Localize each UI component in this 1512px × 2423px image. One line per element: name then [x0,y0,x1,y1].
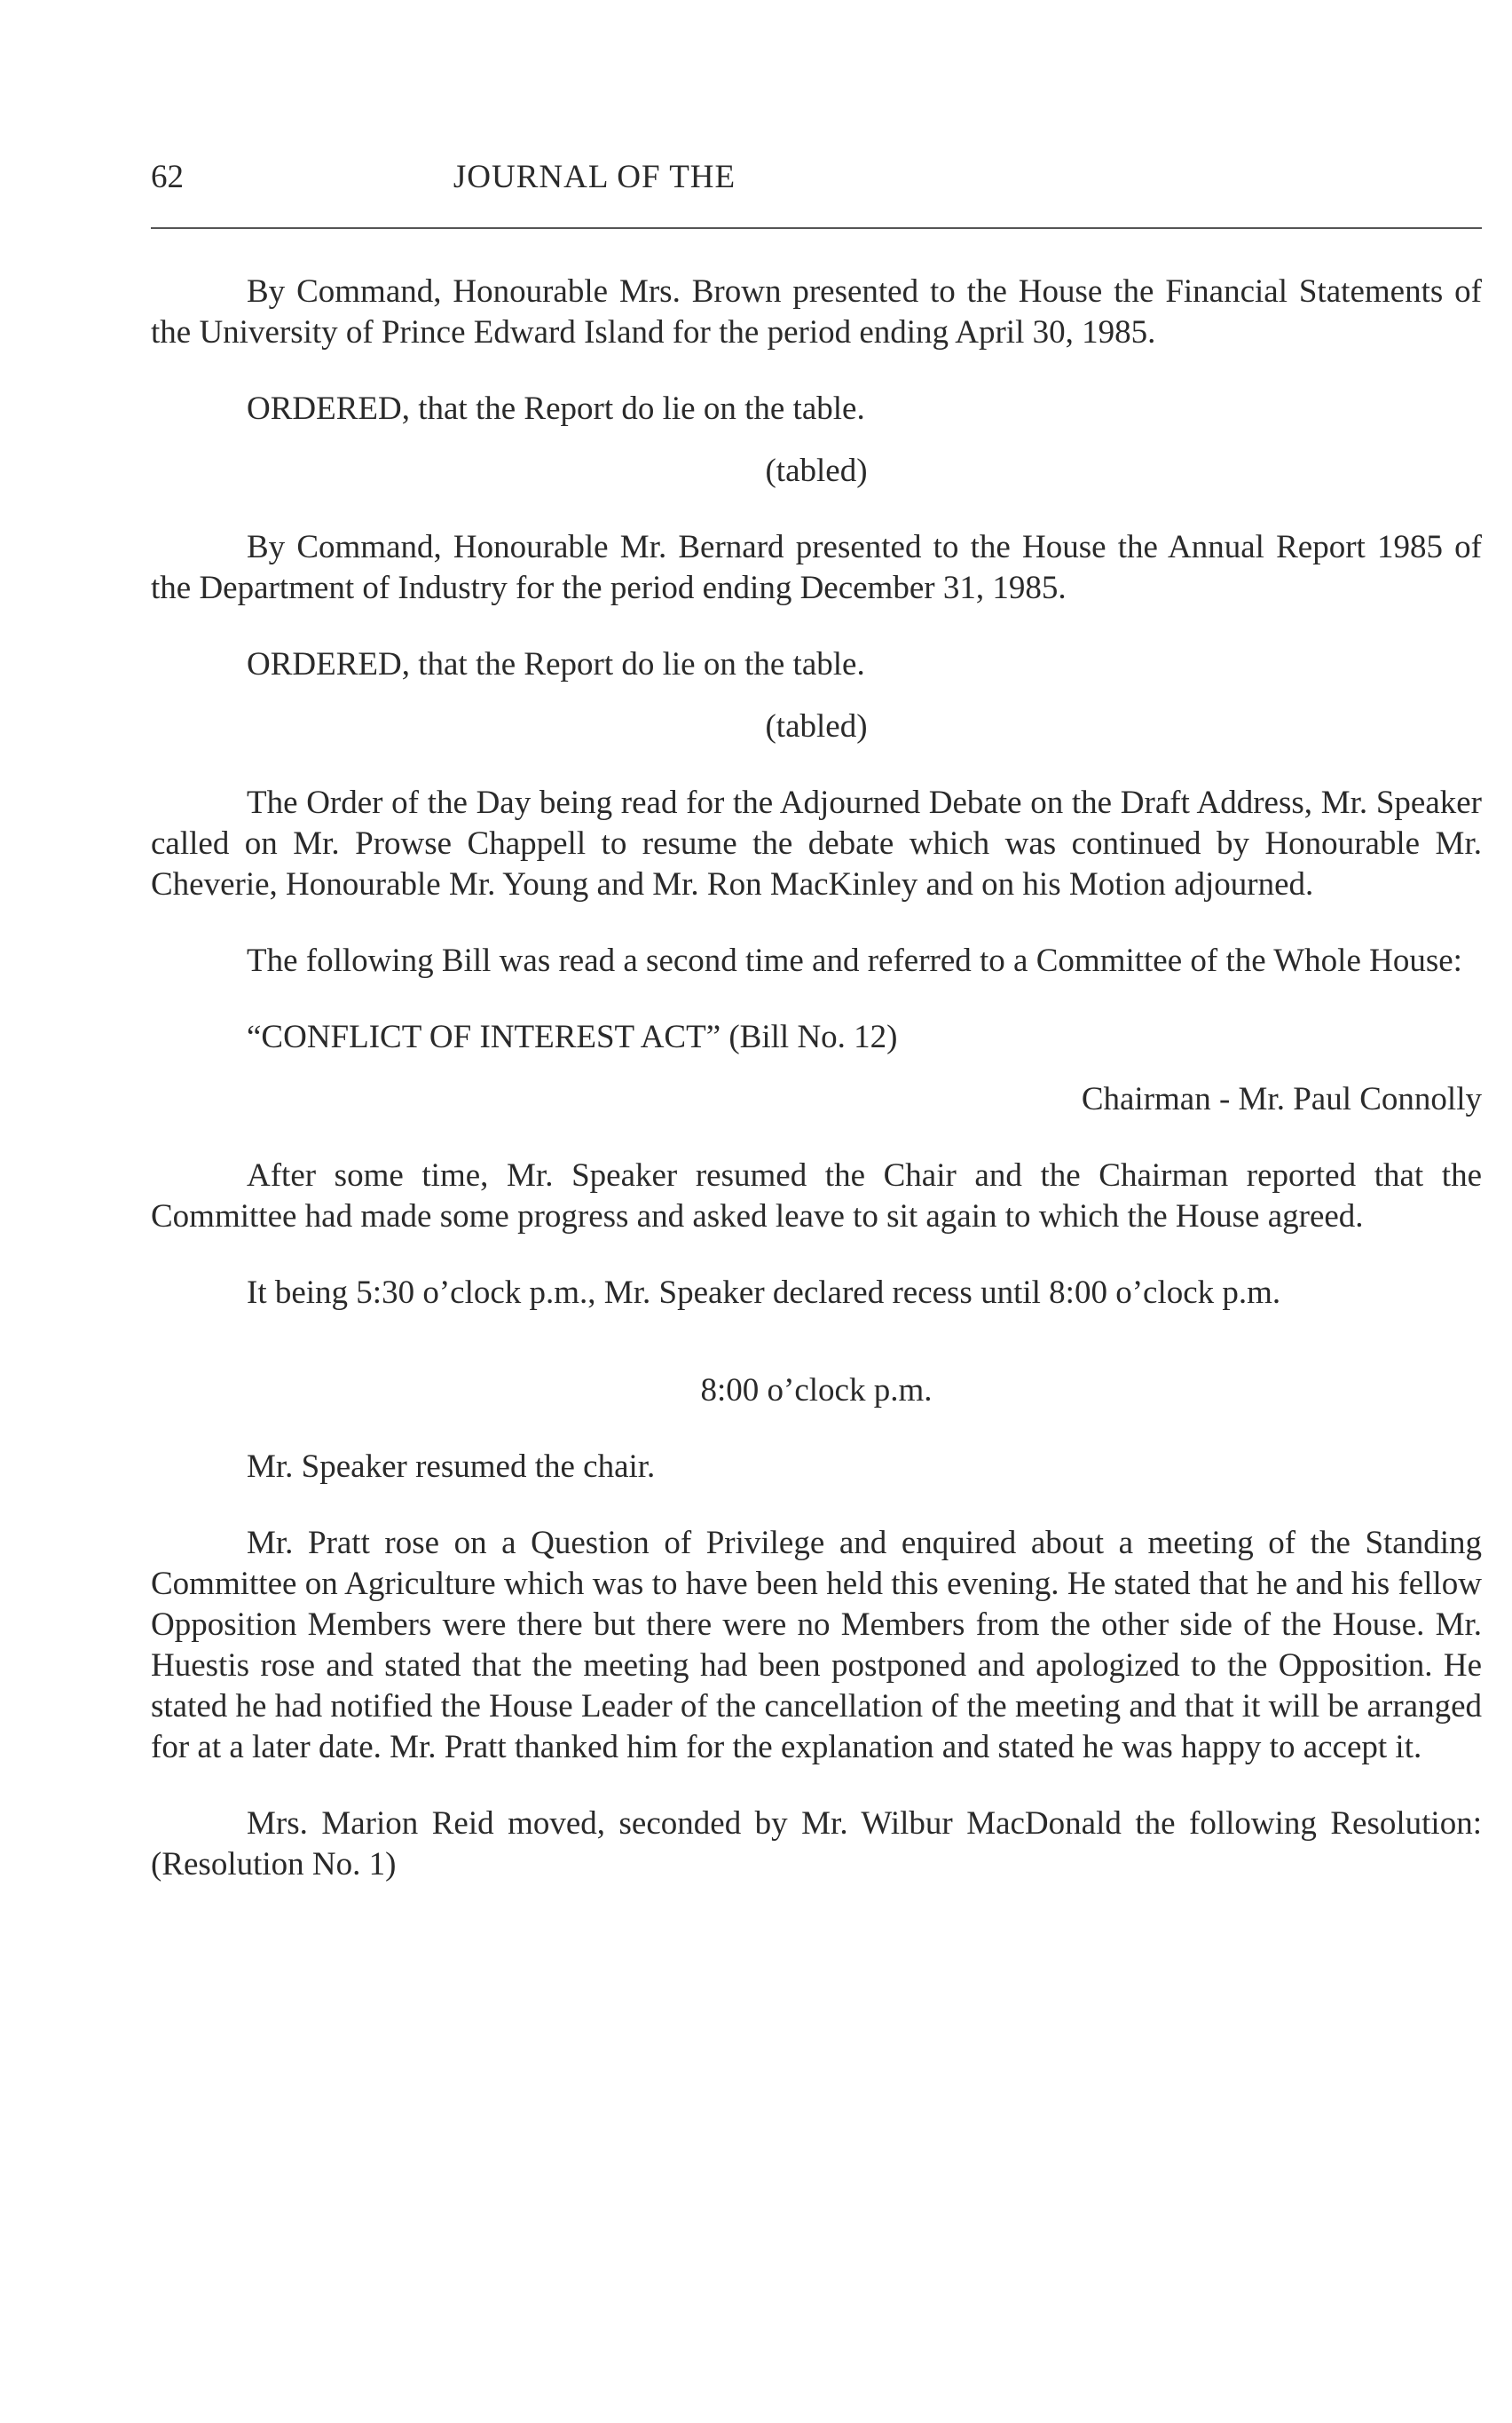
tabled-note: (tabled) [765,453,868,489]
page-number: 62 [151,159,184,195]
paragraph-annual-report: By Command, Honourable Mr. Bernard presented to the House the Annual Report 1985 of the Department of Industry for the period ending December 31, 1985. [151,529,1482,606]
page-header [151,156,1482,199]
bill-title: “CONFLICT OF INTEREST ACT” (Bill No. 12) [247,1019,898,1055]
paragraph-financial-statements: By Command, Honourable Mrs. Brown presented to the House the Financial Statements of the University of Prince Edward Island for the period ending April 30, 1985. [151,273,1482,351]
ordered-line: ORDERED, that the Report do lie on the table. [247,391,865,427]
tabled-note: (tabled) [765,708,868,745]
ordered-line: ORDERED, that the Report do lie on the table. [247,646,865,683]
paragraph-committee-progress: After some time, Mr. Speaker resumed the Chair and the Chairman reported that the Committee had made some progress and asked leave to sit again to which the House agreed. [151,1157,1482,1235]
recess-line: It being 5:30 o’clock p.m., Mr. Speaker declared recess until 8:00 o’clock p.m. [247,1275,1281,1311]
paragraph-resolution-motion: Mrs. Marion Reid moved, seconded by Mr. Wilbur MacDonald the following Resolution: (Resolution No. 1) [151,1805,1482,1882]
paragraph-question-of-privilege: Mr. Pratt rose on a Question of Privilege and enquired about a meeting of the Standing Committee on Agriculture which was to have been held this evening. He stated that he and his fellow Opposition Members were there but there were no Members from the other side of the House. Mr. Huestis rose and stated that the meeting had been postponed and apologized to the Opposition. He stated he had notified the House Leader of the cancellation of the meeting and that it will be arranged for at a later date. Mr. Pratt thanked him for the explanation and stated he was happy to accept it. [151,1525,1482,1765]
paragraph-bill-second-reading: The following Bill was read a second time and referred to a Committee of the Whole House: [247,943,1462,979]
chairman-line: Chairman - Mr. Paul Connolly [1081,1081,1482,1117]
paragraph-order-of-day: The Order of the Day being read for the Adjourned Debate on the Draft Address, Mr. Speaker called on Mr. Prowse Chappell to resume the debate which was continued by Honourable Mr. Cheverie, Honourable Mr. Young and Mr. Ron MacKinley and on his Motion adjourned. [151,785,1482,903]
journal-body [151,272,1482,1885]
header-rule [151,227,1482,229]
evening-time-heading: 8:00 o’clock p.m. [700,1372,933,1409]
speaker-resumed-line: Mr. Speaker resumed the chair. [247,1448,656,1485]
running-head: JOURNAL OF THE [453,159,736,195]
